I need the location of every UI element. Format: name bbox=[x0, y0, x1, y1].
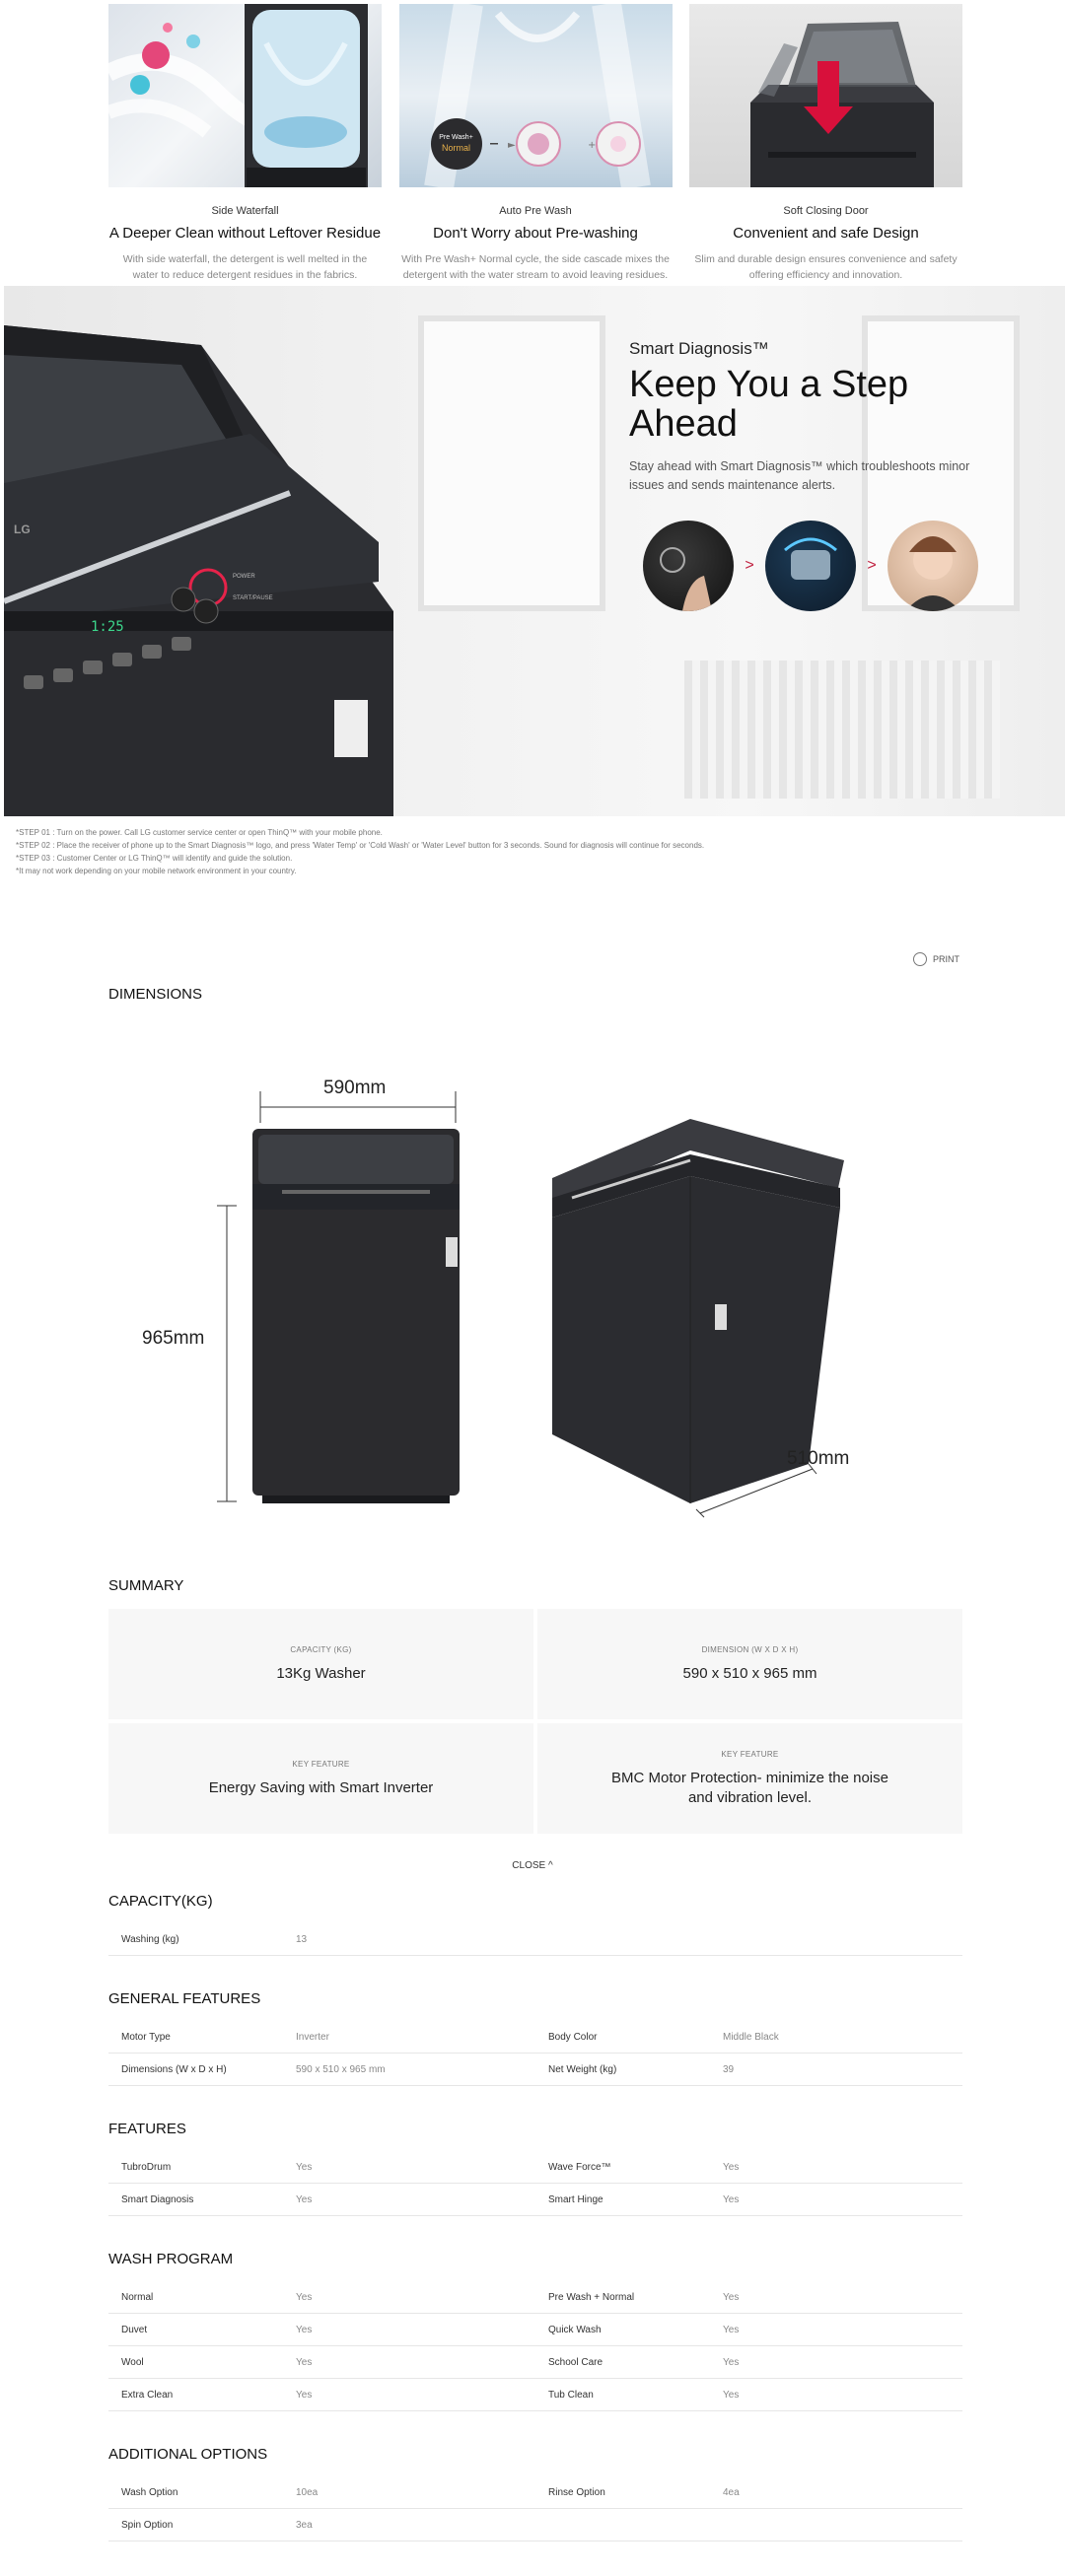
spec-value: 4ea bbox=[723, 2486, 740, 2498]
spec-key: Motor Type bbox=[121, 2031, 171, 2043]
spec-value: 3ea bbox=[296, 2519, 313, 2531]
washer-display: 1:25 bbox=[91, 619, 124, 635]
spec-value: 590 x 510 x 965 mm bbox=[296, 2063, 386, 2075]
spec-key: Extra Clean bbox=[121, 2389, 174, 2401]
spec-key: Dimensions (W x D x H) bbox=[121, 2063, 227, 2075]
summary-label: CAPACITY (KG) bbox=[290, 1644, 352, 1654]
spec-value: Yes bbox=[723, 2291, 740, 2303]
summary-title: SUMMARY bbox=[108, 1577, 184, 1594]
print-button[interactable] bbox=[913, 952, 959, 966]
feature-soft-closing-door bbox=[689, 0, 962, 283]
spec-key: TubroDrum bbox=[121, 2161, 172, 2173]
spec-value: Yes bbox=[723, 2161, 740, 2173]
spec-row bbox=[108, 2054, 962, 2086]
soft-closing-door-image bbox=[689, 4, 962, 187]
depth-label: 510mm bbox=[787, 1448, 850, 1469]
smart-diagnosis-banner bbox=[4, 286, 1065, 816]
spec-value: Yes bbox=[296, 2324, 313, 2335]
chevron-up-icon: ^ bbox=[547, 1860, 553, 1871]
spec-key: Quick Wash bbox=[548, 2324, 602, 2335]
spec-value: 10ea bbox=[296, 2486, 319, 2498]
spec-features bbox=[108, 2121, 962, 2216]
spec-row bbox=[108, 2021, 962, 2054]
summary-dimension bbox=[537, 1609, 962, 1719]
power-label: POWER bbox=[233, 574, 255, 580]
washer-closeup-image bbox=[4, 286, 398, 816]
footnote: *It may not work depending on your mobile network environment in your country. bbox=[16, 867, 297, 875]
spec-value: Yes bbox=[296, 2356, 313, 2368]
start-pause-label: START/PAUSE bbox=[233, 595, 273, 601]
spec-value: Yes bbox=[296, 2291, 313, 2303]
spec-row bbox=[108, 2476, 962, 2509]
spec-row bbox=[108, 2184, 962, 2216]
feature-title: Convenient and safe Design bbox=[733, 225, 919, 242]
spec-key: Pre Wash + Normal bbox=[548, 2291, 635, 2303]
step-phone-icon bbox=[765, 521, 856, 611]
background-radiator bbox=[684, 661, 1000, 799]
summary-value: Energy Saving with Smart Inverter bbox=[208, 1778, 434, 1796]
arrow-icon: > bbox=[745, 557, 754, 574]
spec-value: Yes bbox=[723, 2193, 740, 2205]
spec-row bbox=[108, 2509, 962, 2541]
spec-key: Washing (kg) bbox=[121, 1933, 179, 1945]
banner-subtitle: Smart Diagnosis™ bbox=[629, 339, 769, 358]
feature-auto-pre-wash bbox=[399, 0, 673, 283]
feature-title: Don't Worry about Pre-washing bbox=[433, 225, 638, 242]
footnote: *STEP 03 : Customer Center or LG ThinQ™ will identify and guide the solution. bbox=[16, 854, 293, 863]
spec-section-title: GENERAL FEATURES bbox=[108, 1990, 261, 2007]
arrow-icon: > bbox=[867, 557, 877, 574]
spec-capacity bbox=[108, 1893, 962, 1956]
spec-key: Spin Option bbox=[121, 2519, 174, 2531]
summary-label: DIMENSION (W X D X H) bbox=[701, 1644, 799, 1654]
background-window bbox=[418, 315, 605, 611]
summary-capacity bbox=[108, 1609, 533, 1719]
feature-subtitle: Auto Pre Wash bbox=[499, 205, 572, 217]
banner-desc: Stay ahead with Smart Diagnosis™ which troubleshoots minor issues and sends maintenance alerts. bbox=[629, 459, 970, 492]
summary-value: 590 x 510 x 965 mm bbox=[682, 1664, 817, 1682]
spec-value: Yes bbox=[723, 2389, 740, 2401]
height-label: 965mm bbox=[142, 1328, 205, 1349]
spec-key: School Care bbox=[548, 2356, 604, 2368]
spec-value: Yes bbox=[723, 2324, 740, 2335]
print-label: PRINT bbox=[933, 954, 959, 964]
spec-value: Yes bbox=[723, 2356, 740, 2368]
spec-row bbox=[108, 2281, 962, 2314]
summary-grid bbox=[108, 1609, 962, 1834]
feature-subtitle: Side Waterfall bbox=[211, 205, 279, 217]
svg-text:+: + bbox=[587, 140, 596, 151]
summary-label: KEY FEATURE bbox=[721, 1749, 779, 1759]
spec-value: 39 bbox=[723, 2063, 735, 2075]
spec-key: Wash Option bbox=[121, 2486, 178, 2498]
feature-tiles bbox=[108, 0, 962, 283]
spec-general-features bbox=[108, 1990, 962, 2086]
spec-key: Rinse Option bbox=[548, 2486, 605, 2498]
footnote: *STEP 02 : Place the receiver of phone up to the Smart Diagnosis™ logo, and press 'Water Temp' or 'Cold Wash' or 'Water Level' button for 3 seconds. Sound for diagnosis will continue for seconds. bbox=[16, 841, 705, 850]
spec-row bbox=[108, 2346, 962, 2379]
diagnosis-steps bbox=[643, 521, 978, 611]
lg-logo: LG bbox=[14, 522, 31, 536]
spec-key: Normal bbox=[121, 2291, 154, 2303]
summary-label: KEY FEATURE bbox=[292, 1759, 350, 1769]
svg-text:►: ► bbox=[507, 140, 516, 151]
feature-desc: With side waterfall, the detergent is well melted in the water to reduce detergent residues in the fabrics. bbox=[122, 253, 368, 281]
spec-section-title: ADDITIONAL OPTIONS bbox=[108, 2446, 268, 2463]
feature-desc: Slim and durable design ensures convenience and safety offering efficiency and innovation. bbox=[694, 253, 958, 281]
feature-title: A Deeper Clean without Leftover Residue bbox=[108, 225, 382, 242]
step-customer-service-icon bbox=[888, 521, 978, 611]
spec-value: Yes bbox=[296, 2193, 313, 2205]
banner-title: Keep You a Step Ahead bbox=[629, 364, 909, 445]
spec-section-title: FEATURES bbox=[108, 2121, 186, 2137]
spec-value: Inverter bbox=[296, 2031, 329, 2043]
step-power-icon bbox=[643, 521, 734, 611]
spec-row bbox=[108, 2379, 962, 2411]
spec-additional-options bbox=[108, 2446, 962, 2541]
summary-value: 13Kg Washer bbox=[276, 1664, 366, 1682]
spec-row bbox=[108, 2151, 962, 2184]
spec-key: Body Color bbox=[548, 2031, 598, 2043]
auto-pre-wash-image bbox=[399, 4, 673, 187]
feature-side-waterfall bbox=[108, 0, 382, 283]
spec-row bbox=[108, 2314, 962, 2346]
spec-row bbox=[108, 1923, 962, 1956]
summary-key-feature bbox=[537, 1723, 962, 1834]
dimensions-diagram bbox=[138, 1070, 888, 1523]
spec-key: Smart Hinge bbox=[548, 2193, 604, 2205]
prewash-badge-line2: Normal bbox=[441, 143, 470, 153]
spec-key: Net Weight (kg) bbox=[548, 2063, 617, 2075]
spec-value: Middle Black bbox=[723, 2031, 779, 2043]
spec-key: Tub Clean bbox=[548, 2389, 594, 2401]
spec-key: Smart Diagnosis bbox=[121, 2193, 194, 2205]
spec-value: Yes bbox=[296, 2161, 313, 2173]
feature-subtitle: Soft Closing Door bbox=[783, 205, 869, 217]
spec-section-title: WASH PROGRAM bbox=[108, 2251, 234, 2267]
feature-desc: With Pre Wash+ Normal cycle, the side cascade mixes the detergent with the water stream to avoid leaving residues. bbox=[401, 253, 670, 281]
spec-value: Yes bbox=[296, 2389, 313, 2401]
footnote: *STEP 01 : Turn on the power. Call LG customer service center or open ThinQ™ with your mobile phone. bbox=[16, 828, 383, 837]
close-specs-button[interactable] bbox=[0, 1860, 1065, 1871]
summary-key-feature bbox=[108, 1723, 533, 1834]
spec-section-title: CAPACITY(KG) bbox=[108, 1893, 213, 1910]
prewash-badge-line1: Pre Wash+ bbox=[439, 134, 473, 141]
printer-icon bbox=[913, 952, 927, 966]
summary-value: BMC Motor Protection- minimize the noise and vibration level. bbox=[611, 1769, 888, 1806]
close-label: CLOSE bbox=[512, 1860, 546, 1871]
spec-value: 13 bbox=[296, 1933, 308, 1945]
spec-key: Wave Force™ bbox=[548, 2161, 611, 2173]
spec-wash-program bbox=[108, 2251, 962, 2411]
spec-key: Duvet bbox=[121, 2324, 148, 2335]
side-waterfall-image bbox=[108, 4, 382, 187]
width-label: 590mm bbox=[323, 1078, 387, 1098]
diagnosis-footnotes bbox=[16, 826, 704, 877]
spec-key: Wool bbox=[121, 2356, 144, 2368]
dimensions-title: DIMENSIONS bbox=[108, 986, 203, 1003]
